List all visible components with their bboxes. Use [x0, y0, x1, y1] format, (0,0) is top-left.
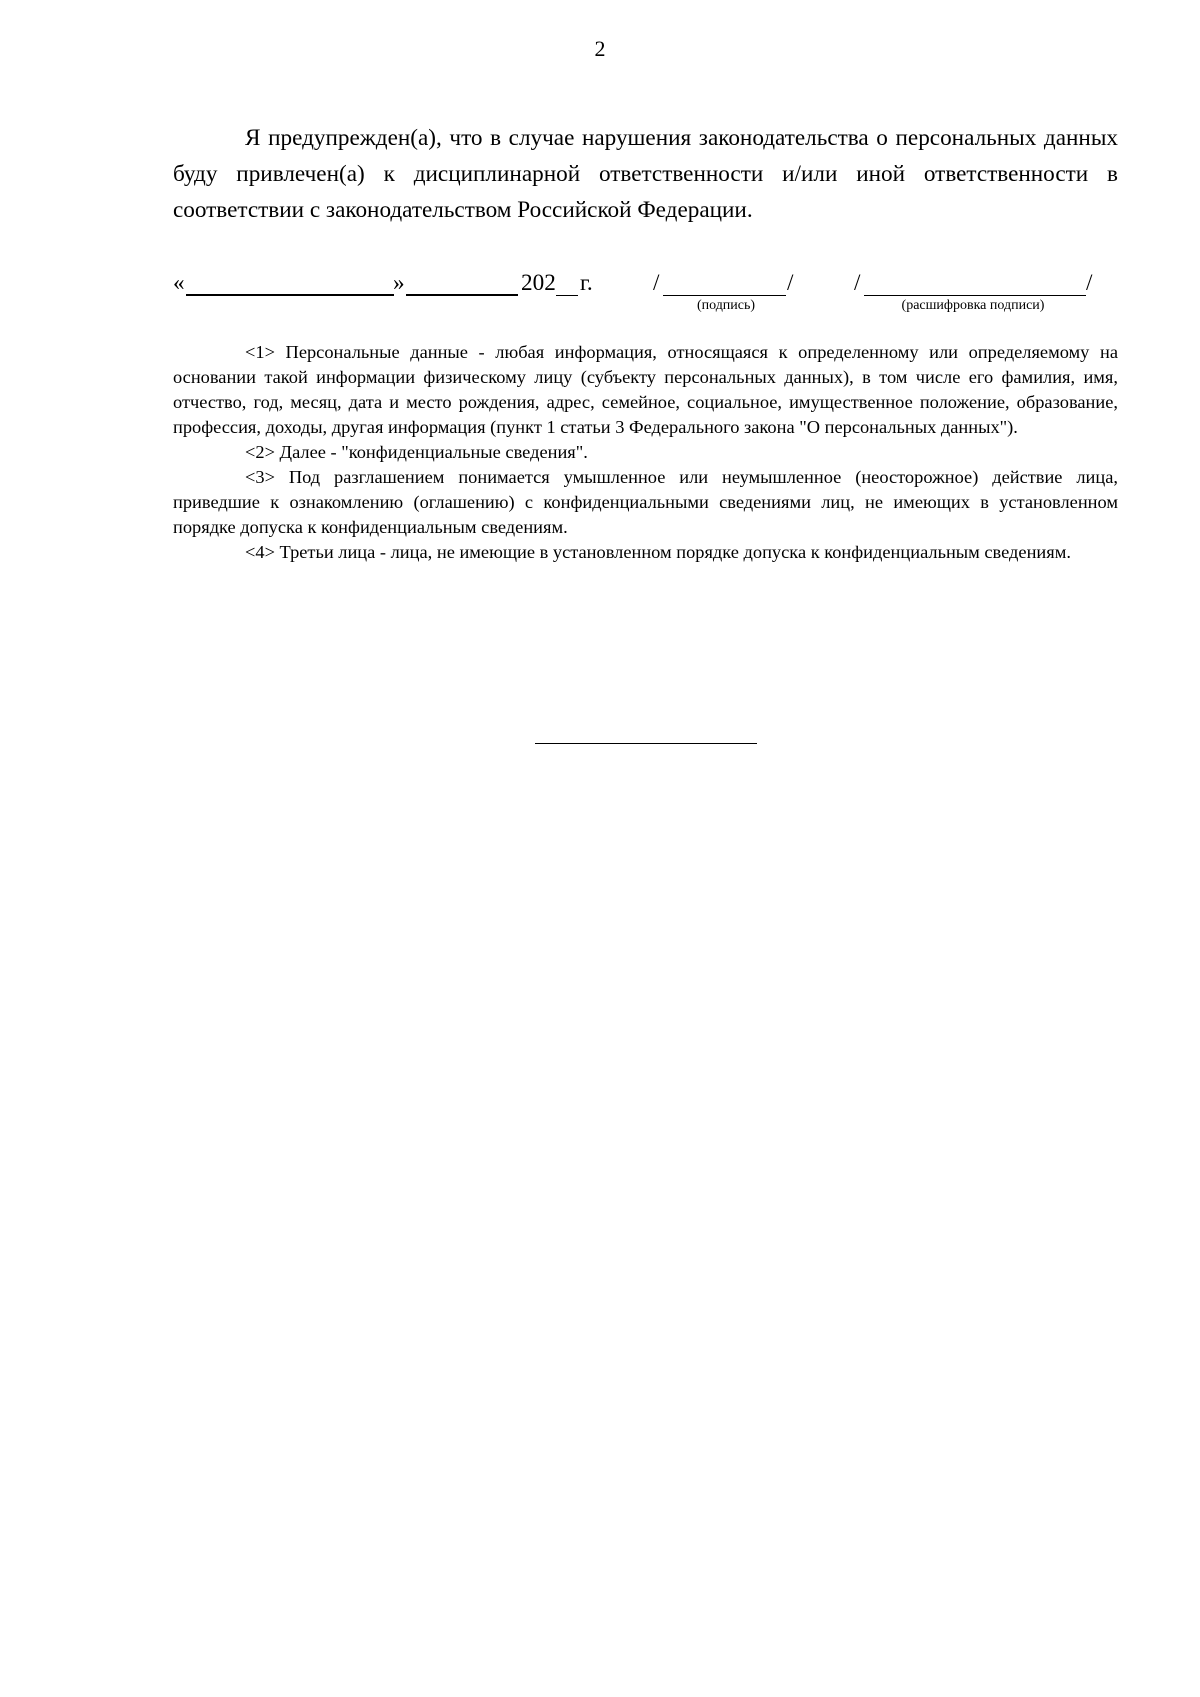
- signature-slash-right: /: [787, 270, 794, 296]
- transcript-blank[interactable]: [864, 295, 1086, 296]
- date-day-blank[interactable]: [186, 294, 394, 296]
- date-year-prefix: 202: [521, 270, 556, 296]
- footnote-2: <2> Далее - "конфиденциальные сведения".: [245, 442, 588, 462]
- footnotes: [173, 340, 1118, 565]
- transcript-caption: (расшифровка подписи): [901, 298, 1045, 313]
- end-of-document-rule: [535, 743, 757, 744]
- page-number: 2: [594, 36, 606, 61]
- transcript-slash-right: /: [1086, 270, 1093, 296]
- signature-slash-left: /: [653, 270, 660, 296]
- signature-caption: (подпись): [696, 298, 756, 313]
- warning-paragraph: Я предупрежден(а), что в случае нарушения законодательства о персональных данных буду привлечен(а) к дисциплинарной ответственности и/или иной ответственности в соответствии с законодательством Российской Федерации.: [173, 125, 1118, 223]
- signature-blank[interactable]: [663, 295, 786, 296]
- footnote-4: <4> Третьи лица - лица, не имеющие в установленном порядке допуска к конфиденциальным сведениям.: [245, 542, 1071, 562]
- footnote-3: <3> Под разглашением понимается умышленное или неумышленное (неосторожное) действие лица, приведшие к ознакомлению (оглашению) с конфиденциальными сведениями лиц, не имеющих в установленном порядке допуска к конфиденциальным сведениям.: [173, 467, 1118, 537]
- signature-row: [173, 268, 1118, 318]
- date-close-quote: »: [393, 270, 405, 296]
- date-year-suffix: г.: [580, 270, 593, 296]
- date-year-blank[interactable]: [556, 295, 578, 296]
- date-month-blank[interactable]: [406, 294, 518, 296]
- footnote-1: <1> Персональные данные - любая информация, относящаяся к определенному или определяемому на основании такой информации физическому лицу (субъекту персональных данных), в том числе его фамилия, имя, отчество, год, месяц, дата и место рождения, адрес, семейное, социальное, имущественное положение, образование, профессия, доходы, другая информация (пункт 1 статьи 3 Федерального закона "О персональных данных").: [173, 342, 1118, 437]
- date-open-quote: «: [173, 270, 185, 296]
- transcript-slash-left: /: [854, 270, 861, 296]
